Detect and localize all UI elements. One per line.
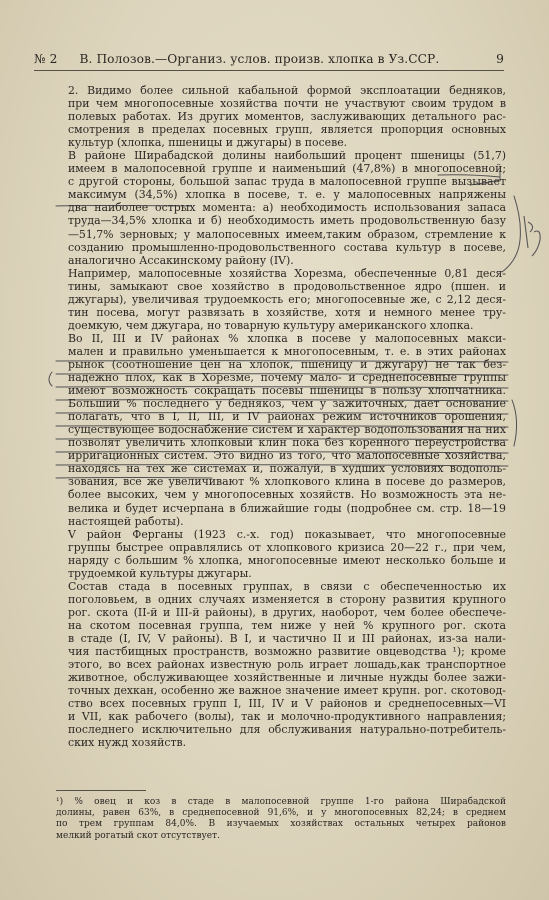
footnote-line: долины, равен 63%, в среднепосевной 91,6%, и у многопосевных 82,24; в среднем bbox=[56, 808, 506, 819]
text-line: джугары), увеличивая трудоемкость его; многопосевные же, с 2,12 деся- bbox=[68, 292, 506, 306]
text-line: смотрения в пределах посевных групп, является пропорция основных bbox=[68, 123, 506, 137]
text-line: доемкую, чем джугара, но товарную культуру американского хлопка. bbox=[68, 318, 474, 332]
text-line: позволят увеличить хлопковый клин пока без коренного переустройства bbox=[68, 436, 506, 450]
text-line: Состав стада в посевных группах, в связи с обеспеченностью их bbox=[68, 579, 506, 593]
text-line: животное, обслуживающее хозяйственные и личные нужды более зажи- bbox=[68, 671, 506, 685]
footnote-line: мелкий рогатый скот отсутствует. bbox=[56, 830, 220, 841]
text-line: труда—34,5% хлопка и б) необходимость иметь продовольственную базу bbox=[68, 214, 506, 228]
text-line: 2. Видимо более сильной кабальной формой эксплоатации бедняков, bbox=[68, 84, 506, 97]
footnote-rule bbox=[56, 790, 146, 791]
paragraph bbox=[56, 267, 506, 332]
paragraph bbox=[56, 149, 506, 266]
body-text bbox=[56, 84, 506, 749]
footnote bbox=[56, 797, 506, 842]
text-line: чия пастбищных пространств, возможно развитие овцеводства ¹); кроме bbox=[68, 645, 506, 659]
text-line: Например, малопосевные хозяйства Хорезма, обеспеченные 0,81 деся- bbox=[68, 266, 506, 280]
text-line: тин посева, могут развязать в хозяйстве, хотя и немного менее тру- bbox=[68, 305, 506, 319]
paragraph bbox=[56, 332, 506, 528]
text-line: наряду с большим % хлопка, многопосевные имеют несколько больше и bbox=[68, 553, 506, 567]
header-rule bbox=[34, 70, 504, 71]
text-line: Больший % последнего у беднякоз, чем у зажиточных, дает основание bbox=[68, 397, 506, 411]
text-line: культур (хлопка, пшеницы и джугары) в посеве. bbox=[68, 136, 348, 150]
text-line: надежно плох, как в Хорезме, почему мало- и среднепосевные группы bbox=[68, 371, 506, 385]
text-line: находясь на тех же системах и, пожалуй, в худших условиях водополь- bbox=[68, 462, 506, 476]
text-line: ство всех посевных групп I, III, IV и V районов и среднепосевных—VI bbox=[68, 697, 506, 711]
text-line: рынок (соотношение цен на хлопок, пшеницу и джугару) не так без- bbox=[68, 357, 506, 371]
text-line: аналогично Ассакинскому району (IV). bbox=[68, 253, 294, 267]
text-line: с другой стороны, большой запас труда в малопосевной группе вызывает bbox=[68, 175, 506, 189]
text-line: два наиболее острых момента: а) необходимость использования запаса bbox=[68, 201, 506, 215]
text-line: существующее водоснабжение систем и характер водопользования на них bbox=[68, 423, 506, 437]
text-line: этого, во всех районах известную роль играет лошадь,как транспортное bbox=[68, 658, 506, 672]
text-line: трудоемкой культуры джугары. bbox=[68, 566, 252, 580]
footnote-line: по трем группам 84,0%. В изучаемых хозяйствах остальных четырех районов bbox=[56, 819, 506, 830]
text-line: Во II, III и IV районах % хлопка в посеве у малопосевных макси- bbox=[68, 331, 506, 345]
text-line: В районе Ширабадской долины наибольший процент пшеницы (51,7) bbox=[68, 149, 506, 163]
text-line: созданию промышленно-продовольственного состава культур в посеве, bbox=[68, 240, 506, 254]
text-line: более высоких, чем у многопосевных хозяйств. Но возможность эта не- bbox=[68, 488, 506, 502]
text-line: на скотом посевная группа, тем ниже у ней % крупного рог. скота bbox=[68, 618, 506, 632]
text-line: группы быстрее оправлялись от хлопкового кризиса 20—22 г., при чем, bbox=[68, 540, 506, 554]
text-line: рог. скота (II-й и III-й районы), в других, наоборот, чем более обеспече- bbox=[68, 605, 506, 619]
text-line: при чем многопосевные хозяйства почти не участвуют своим трудом в bbox=[68, 97, 506, 111]
footnote-line: ¹) % овец и коз в стаде в малопосевной группе 1-го района Ширабадской bbox=[56, 797, 506, 807]
text-line: полевых работах. Из других моментов, заслуживающих детального рас- bbox=[68, 110, 506, 124]
text-line: последнего исключительно для обслуживания натурально-потребитель- bbox=[68, 723, 506, 737]
issue-number: № 2 bbox=[34, 52, 58, 66]
text-line: зования, все же увеличивают % хлопкового клина в посеве до размеров, bbox=[68, 475, 506, 489]
text-line: V район Ферганы (1923 с.-х. год) показывает, что многопосевные bbox=[68, 527, 506, 541]
pencil-margin-bracket bbox=[512, 400, 517, 446]
paragraph bbox=[56, 84, 506, 149]
page-number: 9 bbox=[496, 52, 504, 66]
text-line: велика и будет исчерпана в ближайшие годы (подробнее см. стр. 18—19 bbox=[68, 501, 506, 515]
text-line: и VII, как рабочего (волы), так и молочно-продуктивного направления; bbox=[68, 710, 506, 724]
text-line: ирригационных систем. Это видно из того, что малопосевные хозяйства, bbox=[68, 449, 506, 463]
margin-handwriting bbox=[524, 216, 540, 256]
text-line: максимум (34,5%) хлопка в посеве, т. е. у малопосевных напряжены bbox=[68, 188, 506, 202]
text-line: тины, замыкают свое хозяйство в продовольственное ядро (пшен. и bbox=[68, 279, 506, 293]
text-line: настоящей работы). bbox=[68, 514, 184, 528]
text-line: имеют возможность сокращать посевы пшеницы в пользу хлопчатника. bbox=[68, 384, 506, 398]
text-line: ских нужд хозяйств. bbox=[68, 736, 187, 750]
running-header bbox=[34, 52, 504, 66]
text-line: в стаде (I, IV, V районы). В I, и частично II и III районах, из-за нали- bbox=[68, 631, 506, 645]
text-line: полагать, что в I, II, III, и IV районах режим источников орошения, bbox=[68, 410, 506, 424]
text-line: мален и правильно уменьшается к многопосевным, т. е. в этих районах bbox=[68, 344, 506, 358]
running-title: В. Полозов.—Организ. услов. произв. хлопка в Уз.ССР. bbox=[79, 52, 440, 66]
paragraph bbox=[56, 528, 506, 580]
text-line: точных дехкан, особенно же важное значение имеет крупн. рог. скотовод- bbox=[68, 684, 506, 698]
paragraph bbox=[56, 580, 506, 750]
text-line: —51,7% зерновых; у малопосевных имеем,таким образом, стремление к bbox=[68, 227, 506, 241]
text-line: имеем в малопосевной группе и наименьший (47,8%) в многопосевной; bbox=[68, 162, 506, 176]
pencil-margin-bracket bbox=[49, 372, 52, 386]
text-line: поголовьем, в одних случаях изменяется в сторону развития крупного bbox=[68, 592, 506, 606]
